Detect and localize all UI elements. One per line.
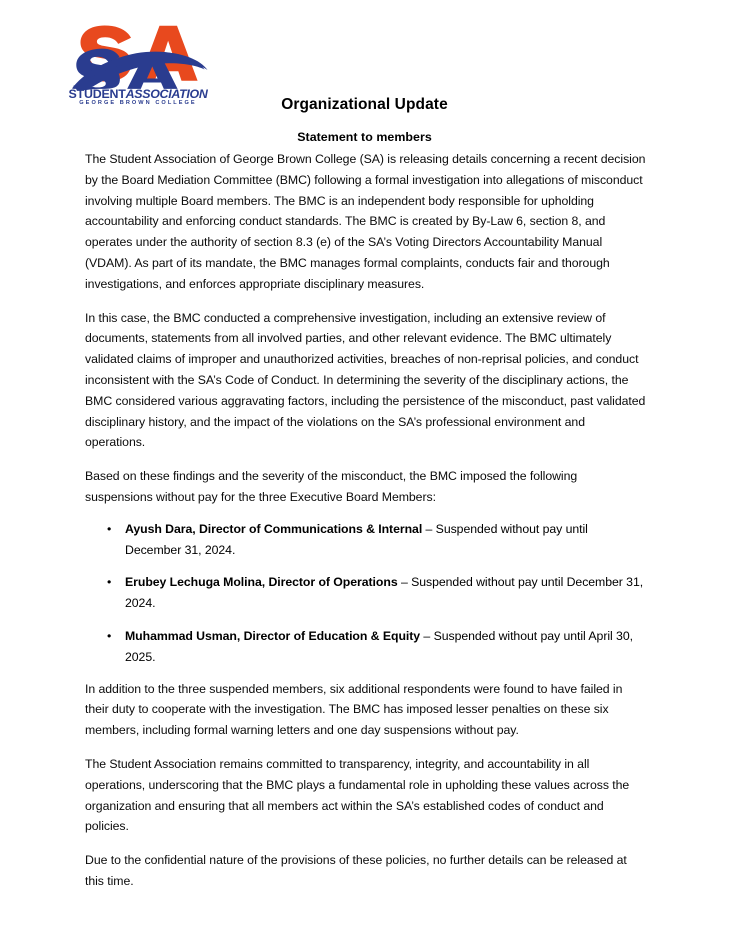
member-suspension-detail: – Suspended without pay until April 30, 2025.: [125, 628, 633, 664]
sa-logo-wordmark-sub: GEORGE BROWN COLLEGE: [79, 100, 197, 107]
paragraph-6: Due to the confidential nature of the provisions of these policies, no further details can be released at this time.: [85, 853, 627, 888]
document-body: [85, 149, 647, 905]
sa-logo-word-association: ASSOCIATION: [125, 87, 208, 101]
bullet-icon: •: [107, 575, 112, 590]
page-title: Organizational Update: [281, 96, 448, 114]
paragraph-3-intro: Based on these findings and the severity of the misconduct, the BMC imposed the following suspensions without pay for the three Executive Board Members:: [85, 469, 578, 504]
page-subtitle: Statement to members: [297, 130, 432, 145]
paragraph-1: The Student Association of George Brown College (SA) is releasing details concerning a recent decision by the Board Mediation Committee (BMC) following a formal investigation into allegations of misconduct involving multiple Board members. The BMC is an independent body responsible for upholding accountability and enforcing conduct standards. The BMC is created by By-Law 6, section 8, and operates under the authority of section 8.3 (e) of the SA’s Voting Directors Accountability Manual (VDAM). As part of its mandate, the BMC manages formal complaints, conducts fair and thorough investigations, and enforces appropriate disciplinary measures.: [85, 152, 646, 291]
member-suspension-detail: – Suspended without pay until December 31, 2024.: [125, 575, 644, 611]
member-name-role: Muhammad Usman, Director of Education & Equity: [125, 628, 421, 643]
paragraph-5: The Student Association remains committed to transparency, integrity, and accountability in all operations, underscoring that the BMC plays a fundamental role in upholding these values across the organization and ensuring that all members act within the SA’s established codes of conduct and policies.: [85, 756, 630, 834]
list-item: [85, 519, 647, 561]
sa-logo-word-student: STUDENT: [68, 87, 126, 101]
bullet-icon: •: [107, 521, 112, 536]
list-item: [85, 626, 647, 668]
suspended-members-list: [85, 519, 647, 668]
member-name-role: Ayush Dara, Director of Communications & Internal: [125, 521, 423, 536]
member-suspension-detail: – Suspended without pay until December 31, 2024.: [125, 521, 588, 557]
paragraph-4: In addition to the three suspended members, six additional respondents were found to have failed in their duty to cooperate with the investigation. The BMC has imposed lesser penalties on these six members, including formal warning letters and one day suspensions without pay.: [85, 681, 623, 738]
member-name-role: Erubey Lechuga Molina, Director of Operations: [125, 575, 398, 590]
list-item: [85, 572, 647, 614]
sa-logo-mark-icon: [68, 24, 210, 90]
bullet-icon: •: [107, 628, 112, 643]
paragraph-2: In this case, the BMC conducted a comprehensive investigation, including an extensive review of documents, statements from all involved parties, and other relevant evidence. The BMC ultimately validated claims of improper and unauthorized activities, breaches of non-reprisal policies, and conduct inconsistent with the SA’s Code of Conduct. In determining the severity of the disciplinary actions, the BMC considered various aggravating factors, including the persistence of the misconduct, past validated disciplinary history, and the impact of the violations on the SA’s professional environment and operations.: [85, 310, 646, 450]
